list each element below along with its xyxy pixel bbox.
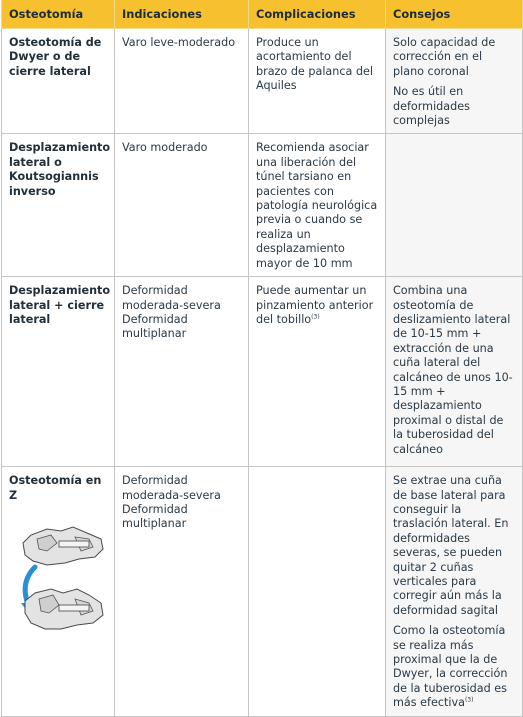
complications-cell bbox=[249, 467, 386, 717]
advice-cell bbox=[386, 134, 523, 277]
table-row bbox=[2, 29, 523, 134]
osteotomy-cell: Desplazamiento lateral + cierre lateral bbox=[2, 277, 115, 467]
advice-cell: Se extrae una cuña de base lateral para conseguir la traslación lateral. En deformidades severas, se pueden quitar 2 cuñas verticales para corregir aún más la deformidad sagital Como la osteotomía se realiza más proximal que la de Dwyer, la corrección de la tuberosidad es más efectiva$^{(3)}$ bbox=[386, 467, 523, 717]
table-row bbox=[2, 134, 523, 277]
indications-cell: Deformidad moderada-severa Deformidad multiplanar bbox=[115, 277, 249, 467]
indications-cell: Varo moderado bbox=[115, 134, 249, 277]
osteotomy-cell: Osteotomía de Dwyer o de cierre lateral bbox=[2, 29, 115, 134]
calcaneus-z-osteotomy-figure bbox=[17, 517, 109, 637]
advice-cell: Combina una osteotomía de deslizamiento lateral de 10-15 mm + extracción de una cuña lateral del calcáneo de unos 10-15 mm + desplazamiento proximal o distal de la tuberosidad del calcáneo bbox=[386, 277, 523, 467]
calcaneus-before-icon bbox=[23, 527, 103, 565]
complications-cell: Puede aumentar un pinzamiento anterior del tobillo$^{(3)}$ bbox=[249, 277, 386, 467]
header-complications: Complicaciones bbox=[249, 0, 386, 29]
calcaneus-after-icon bbox=[25, 589, 103, 629]
indications-cell: Deformidad moderada-severa Deformidad multiplanar bbox=[115, 467, 249, 717]
reference-superscript: (3) bbox=[311, 313, 320, 321]
osteotomy-table bbox=[1, 0, 523, 717]
header-advice: Consejos bbox=[386, 0, 523, 29]
complications-cell: Produce un acortamiento del brazo de palanca del Aquiles bbox=[249, 29, 386, 134]
osteotomy-cell: Osteotomía en Z bbox=[2, 467, 115, 717]
table-header-row bbox=[2, 0, 523, 29]
table-row bbox=[2, 277, 523, 467]
indications-cell: Varo leve-moderado bbox=[115, 29, 249, 134]
complications-cell: Recomienda asociar una liberación del túnel tarsiano en pacientes con patología neurológica previa o cuando se realiza un desplazamiento mayor de 10 mm bbox=[249, 134, 386, 277]
header-osteotomy: Osteotomía bbox=[2, 0, 115, 29]
reference-superscript: (3) bbox=[464, 696, 474, 704]
osteotomy-cell: Desplazamiento lateral o Koutsogiannis inverso bbox=[2, 134, 115, 277]
table-row bbox=[2, 467, 523, 717]
header-indications: Indicaciones bbox=[115, 0, 249, 29]
advice-cell: Solo capacidad de corrección en el plano coronal No es útil en deformidades complejas bbox=[386, 29, 523, 134]
